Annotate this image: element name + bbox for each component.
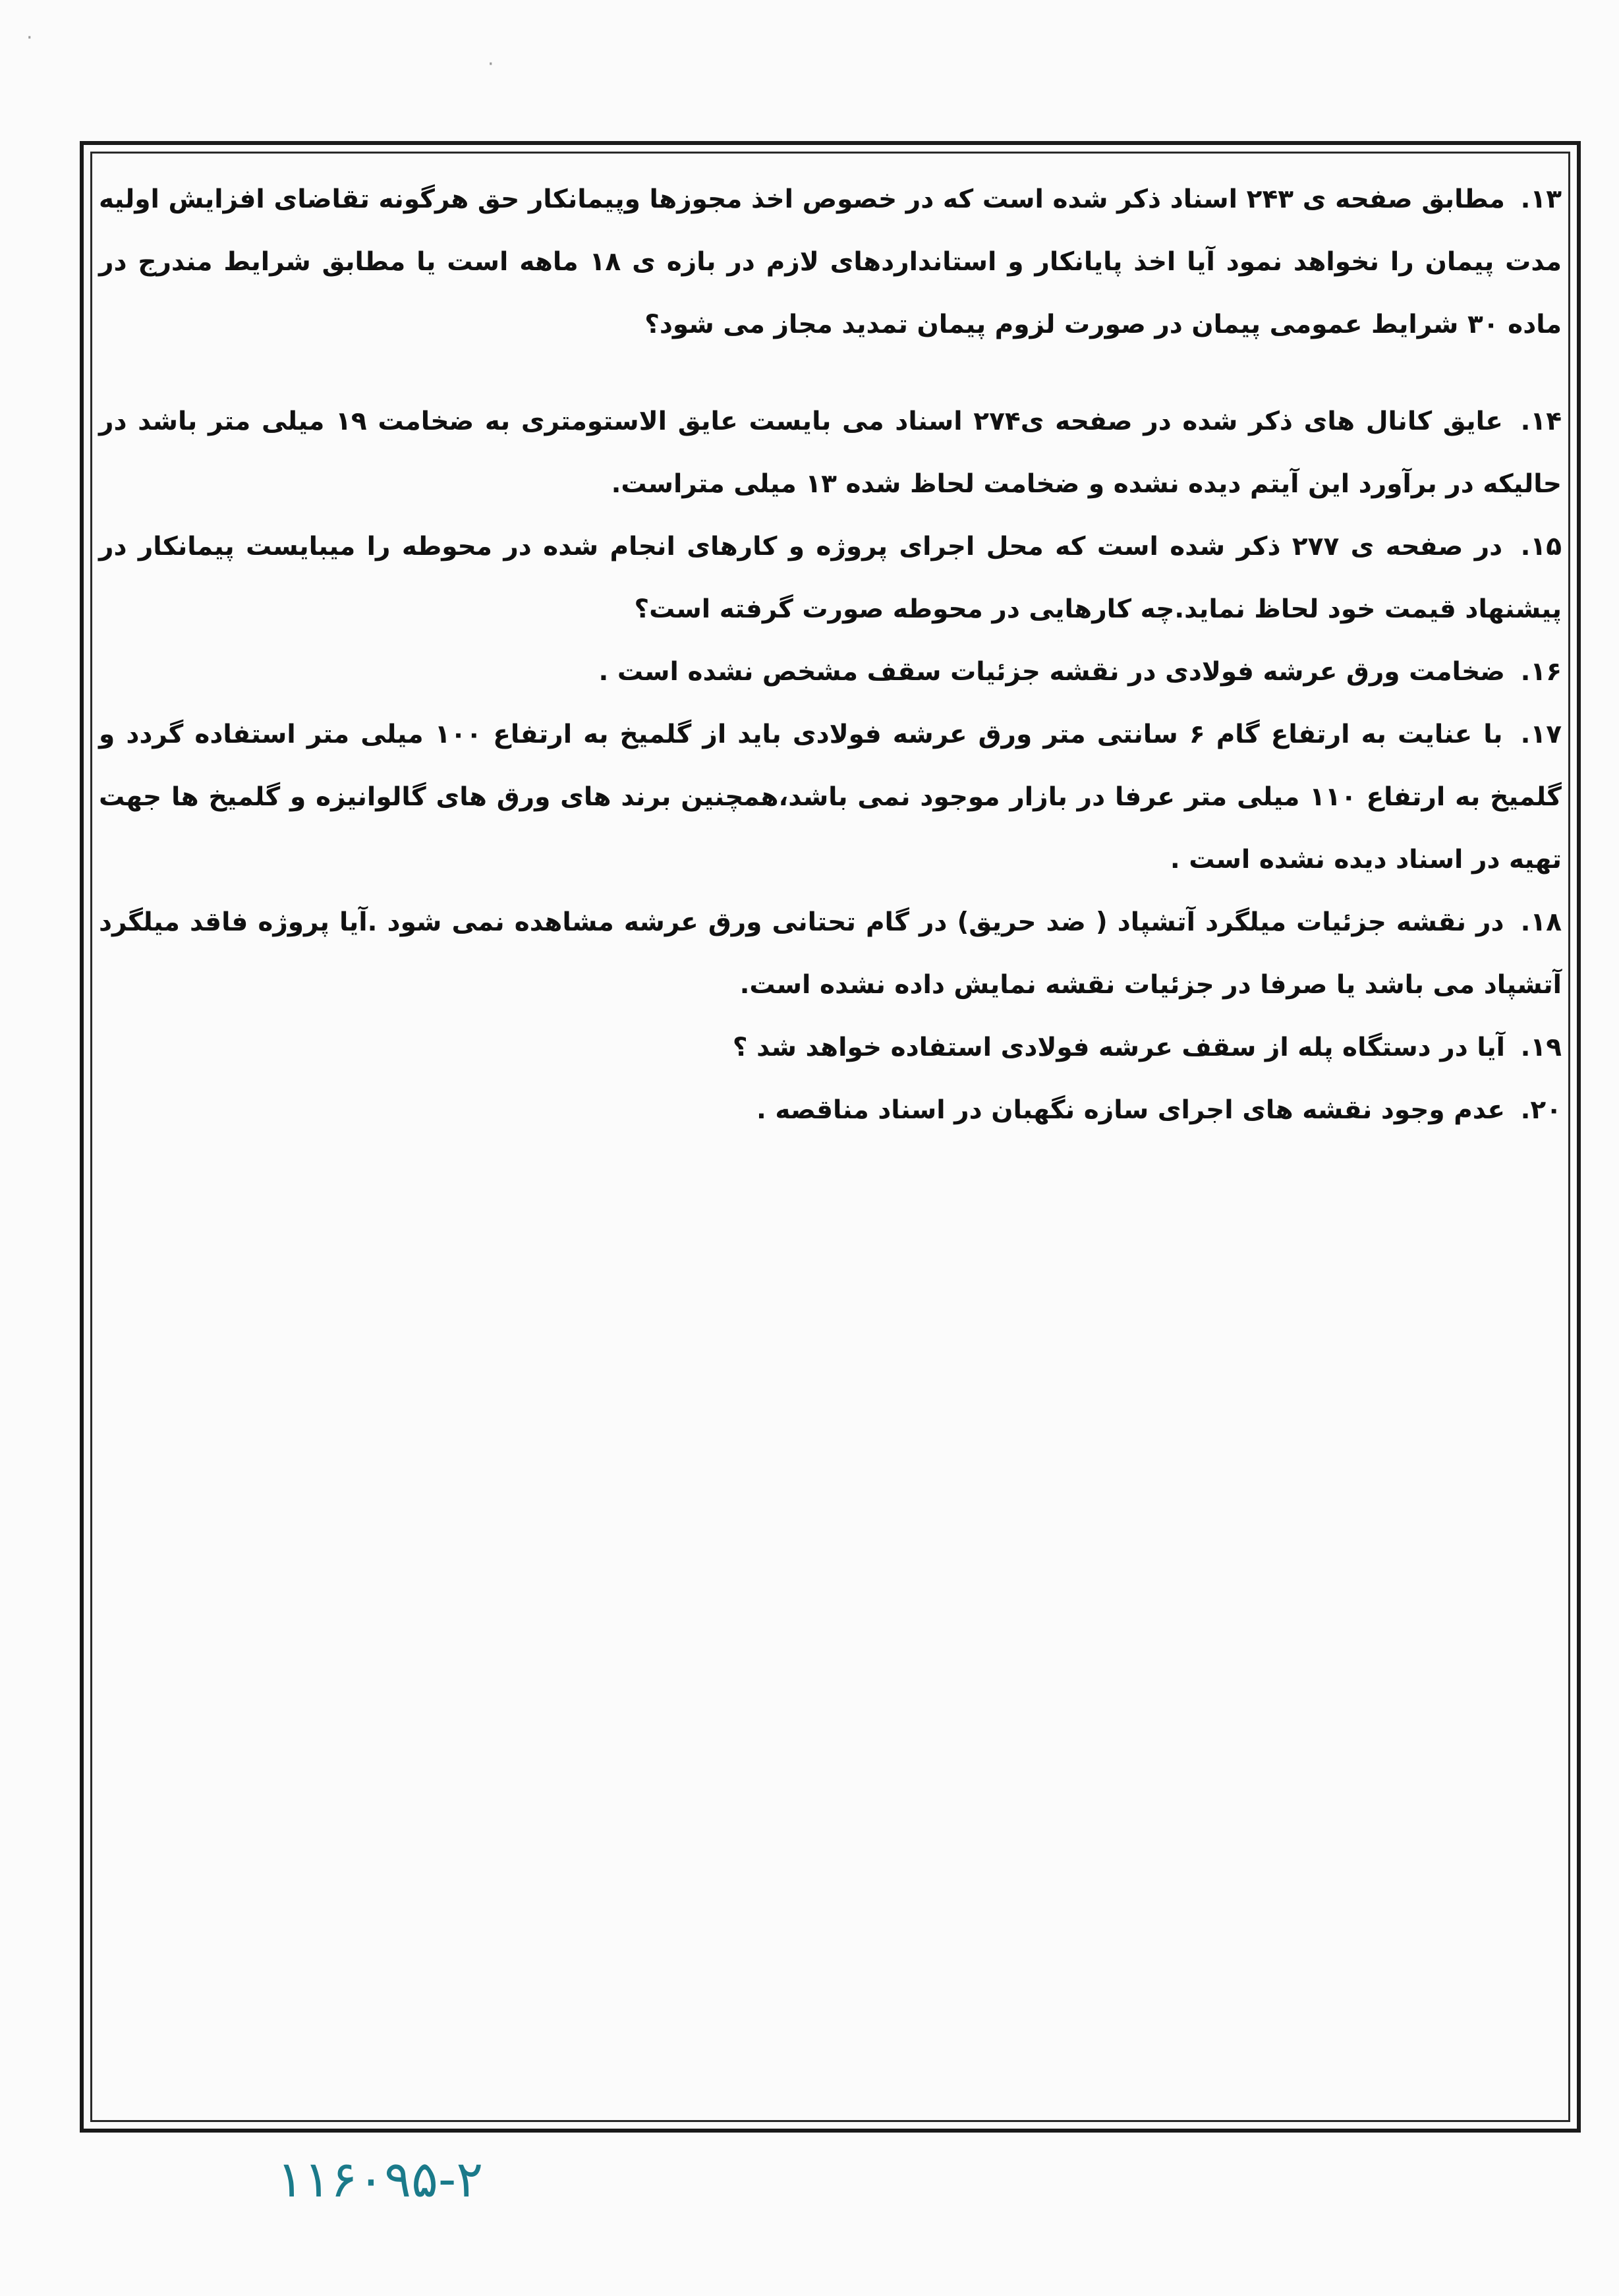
list-item-13 (99, 168, 1562, 356)
list-item-20 (99, 1079, 1562, 1141)
item-number: ۱۸. (1520, 907, 1562, 937)
list-item-17 (99, 703, 1562, 891)
list-item-16 (99, 641, 1562, 703)
scan-speck-top-left: · (26, 26, 33, 49)
item-text: ضخامت ورق عرشه فولادی در نقشه جزئیات سقف مشخص نشده است . (598, 657, 1505, 687)
item-number: ۲۰. (1520, 1095, 1562, 1125)
item-number: ۱۹. (1520, 1033, 1562, 1062)
list-item-15 (99, 515, 1562, 641)
item-text: عایق کانال های ذکر شده در صفحه ی۲۷۴ اسناد می بایست عایق الاستومتری به ضخامت ۱۹ میلی متر باشد در حالیکه در برآورد این آیتم دیده نشده و ضخامت لحاظ شده ۱۳ میلی متراست. (99, 407, 1562, 499)
item-text: عدم وجود نقشه های اجرای سازه نگهبان در اسناد مناقصه . (756, 1095, 1505, 1125)
item-text: آیا در دستگاه پله از سقف عرشه فولادی استفاده خواهد شد ؟ (732, 1033, 1505, 1062)
item-text: در صفحه ی ۲۷۷ ذکر شده است که محل اجرای پروژه و کارهای انجام شده در محوطه را میبایست پیمانکار در پیشنهاد قیمت خود لحاظ نماید.چه کارهایی در محوطه صورت گرفته است؟ (99, 532, 1562, 624)
item-text: در نقشه جزئیات میلگرد آتشپاد ( ضد حریق) در گام تحتانی ورق عرشه مشاهده نمی شود .آیا پروژه فاقد میلگرد آتشپاد می باشد یا صرفا در جزئیات نقشه نمایش داده نشده است. (99, 907, 1562, 1000)
item-text: با عنایت به ارتفاع گام ۶ سانتی متر ورق عرشه فولادی باید از گلمیخ به ارتفاع ۱۰۰ میلی متر استفاده گردد و گلمیخ به ارتفاع ۱۱۰ میلی متر عرفا در بازار موجود نمی باشد،همچنین برند های ورق های گالوانیزه و گلمیخ ها جهت تهیه در اسناد دیده نشده است . (99, 720, 1562, 875)
list-item-18 (99, 891, 1562, 1016)
document-body (99, 168, 1562, 1141)
list-item-14 (99, 390, 1562, 515)
item-number: ۱۳. (1520, 185, 1562, 214)
item-text: مطابق صفحه ی ۲۴۳ اسناد ذکر شده است که در خصوص اخذ مجوزها وپیمانکار حق هرگونه تقاضای افزایش اولیه مدت پیمان را نخواهد نمود آیا اخذ پایانکار و استانداردهای لازم در بازه ی ۱۸ ماهه است یا مطابق شرایط مندرج در ماده ۳۰ شرایط عمومی پیمان در صورت لزوم پیمان تمدید مجاز می شود؟ (99, 185, 1562, 339)
list-item-19 (99, 1016, 1562, 1079)
handwritten-document-number: ۱۱۶۰۹۵-۲ (277, 2150, 484, 2208)
item-number: ۱۷. (1520, 720, 1562, 749)
item-number: ۱۵. (1520, 532, 1562, 561)
item-number: ۱۶. (1520, 657, 1562, 687)
scan-speck-top: · (488, 53, 494, 76)
item-number: ۱۴. (1520, 407, 1562, 436)
